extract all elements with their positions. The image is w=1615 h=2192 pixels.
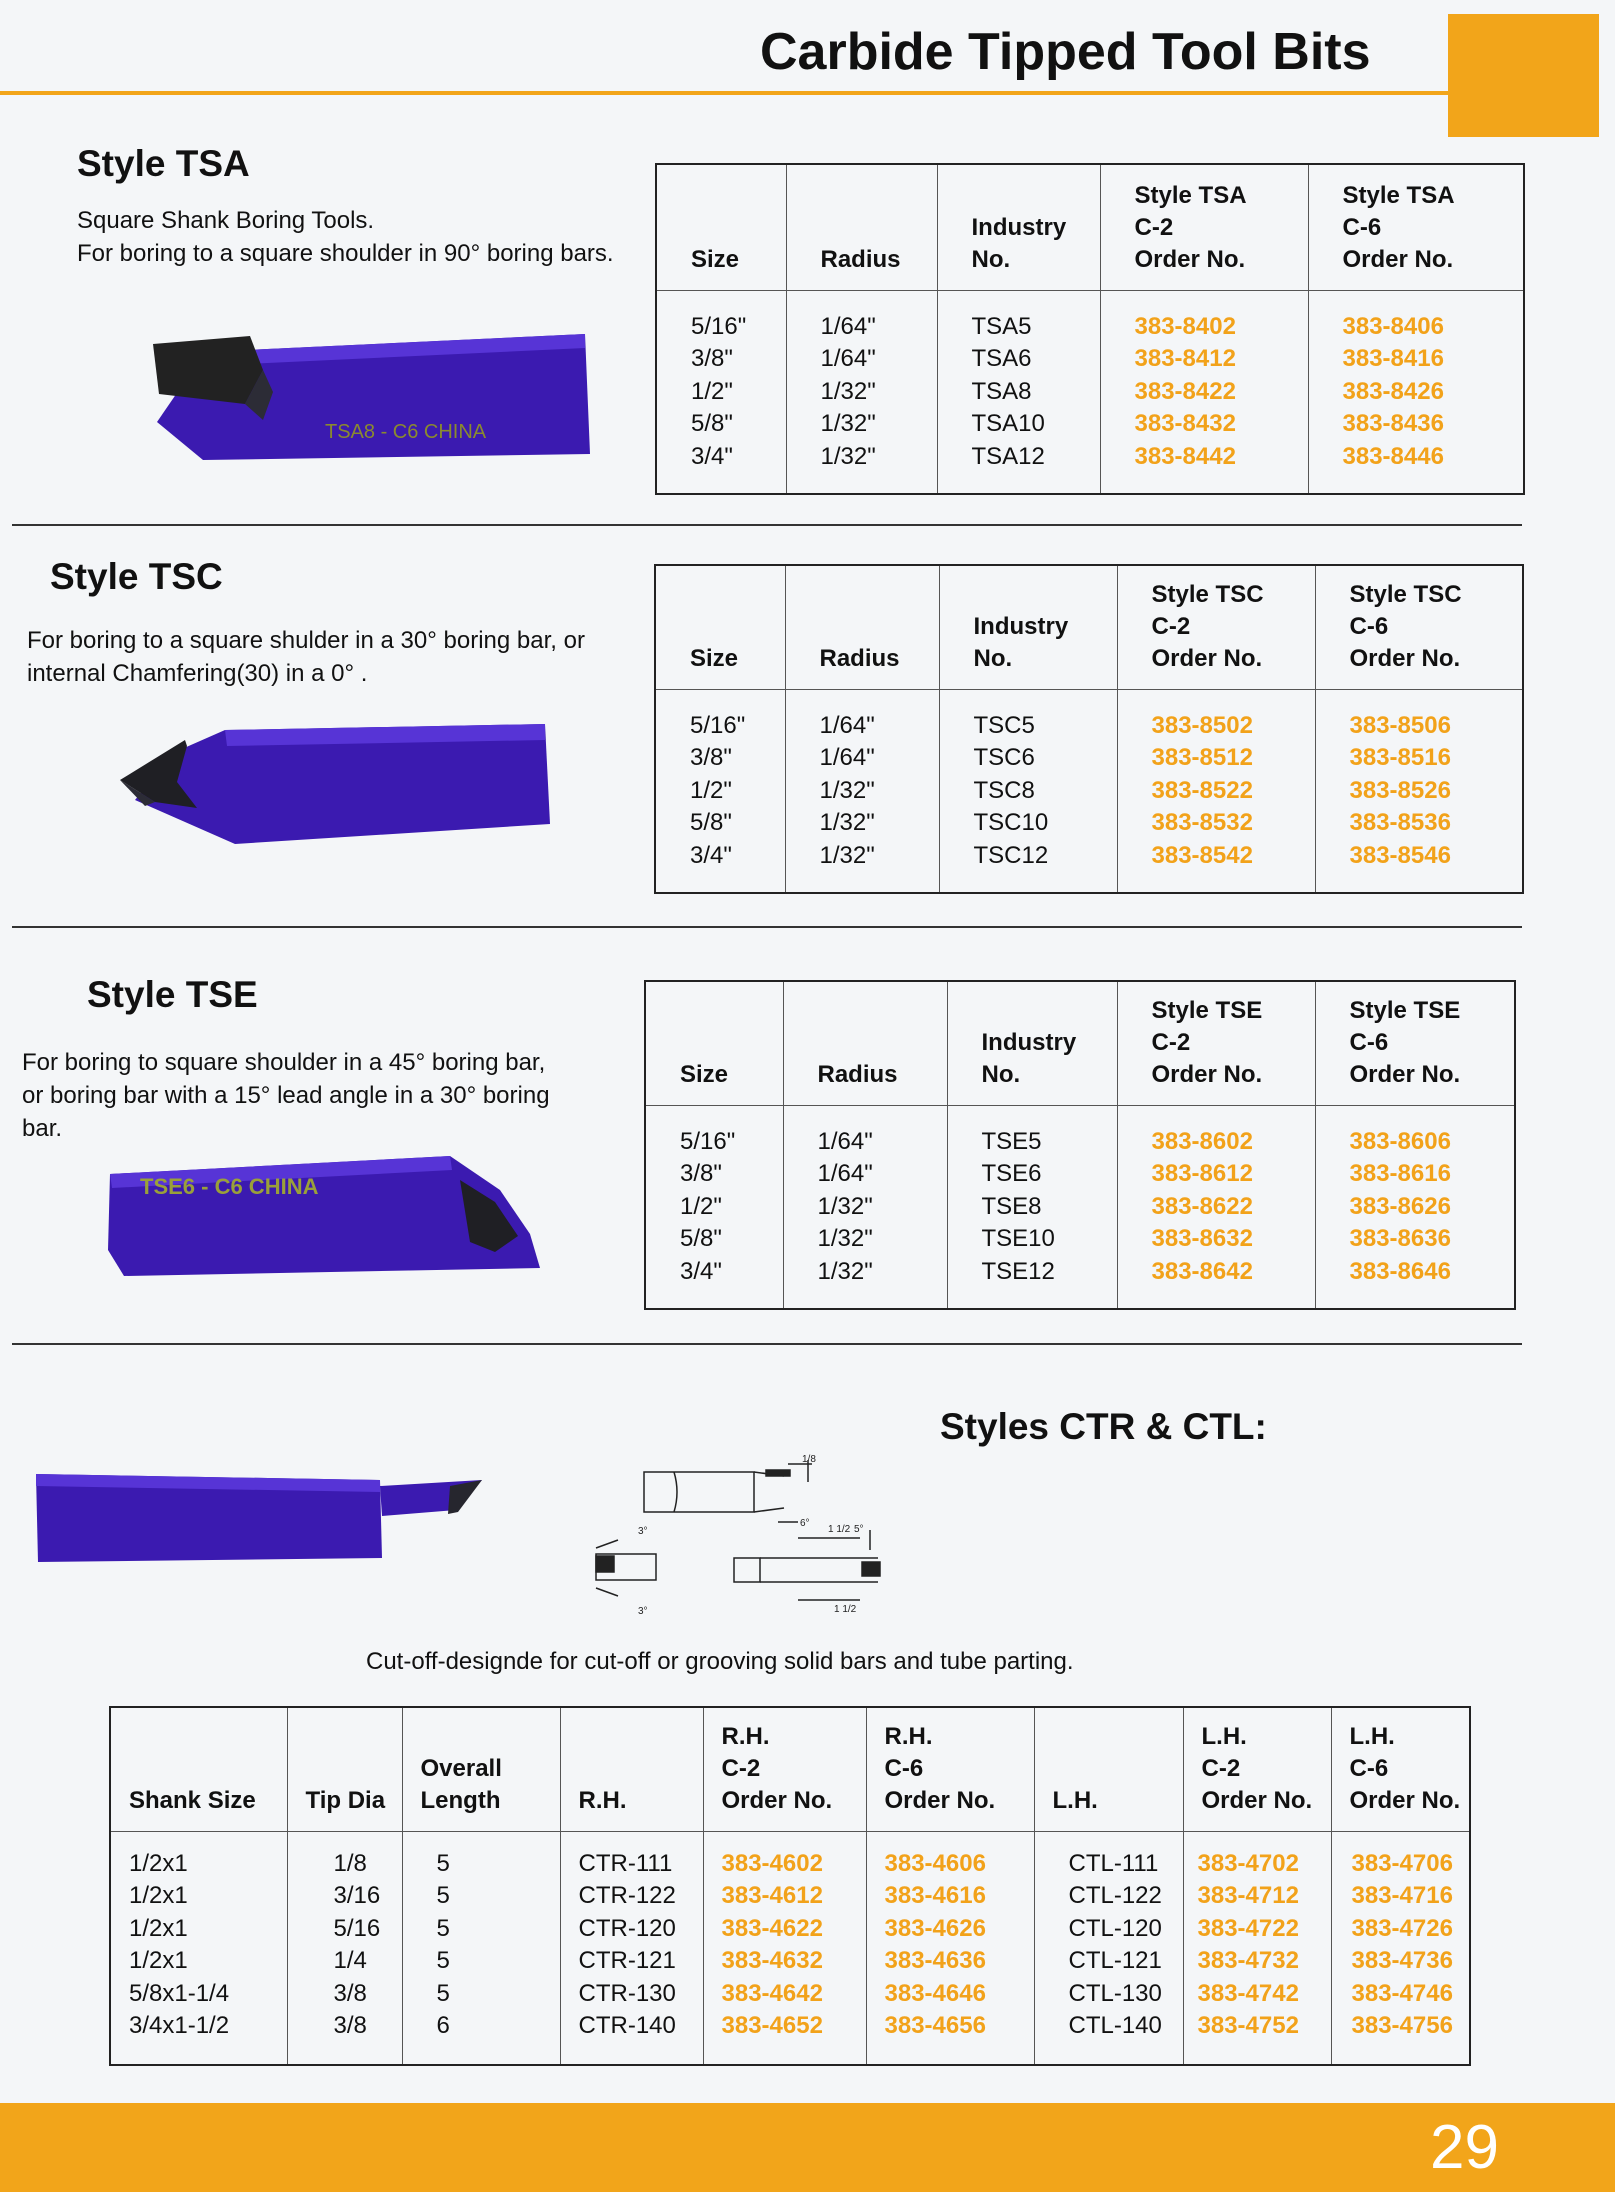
order-number: 383-4602 (721, 1849, 823, 1877)
order-number: 383-8616 (1349, 1160, 1451, 1187)
tsc-tool-image (115, 722, 565, 862)
industry-cell: TSE8 (981, 1192, 1042, 1220)
order-number: 383-8542 (1151, 841, 1253, 869)
order-number: 383-8442 (1134, 442, 1236, 470)
ctr-header-rh-c2: R.H. C-2 Order No. (703, 1707, 866, 1831)
order-number: 383-4736 (1351, 1947, 1453, 1974)
tsa-desc-line: Square Shank Boring Tools. (77, 207, 375, 234)
tsc-header-size: Size (655, 565, 785, 689)
size-cell: 5/8" (690, 809, 732, 836)
order-number: 383-4606 (884, 1849, 986, 1877)
tse-desc-line: bar. (22, 1115, 63, 1142)
order-number: 383-8512 (1151, 744, 1253, 771)
order-number: 383-4716 (1351, 1882, 1453, 1909)
tsa-tool-marking: TSA8 - C6 CHINA (325, 421, 487, 443)
order-number: 383-8416 (1342, 345, 1444, 372)
tip-cell: 1/8 (333, 1849, 367, 1877)
industry-cell: TSC6 (973, 744, 1035, 771)
tsc-header-radius: Radius (785, 565, 939, 689)
order-number: 383-8626 (1349, 1192, 1451, 1220)
order-number: 383-4712 (1197, 1882, 1299, 1909)
order-number: 383-8546 (1349, 841, 1451, 869)
tsc-radius-column (785, 689, 939, 893)
order-number: 383-8526 (1349, 776, 1451, 804)
tsa-header-size: Size (656, 164, 786, 290)
order-number: 383-8502 (1151, 711, 1253, 739)
shank-cell: 5/8x1-1/4 (129, 1979, 230, 2007)
industry-cell: TSC12 (973, 841, 1049, 869)
order-number: 383-4756 (1351, 2012, 1453, 2039)
order-number: 383-4622 (721, 1914, 823, 1942)
order-number: 383-4636 (884, 1947, 986, 1974)
tsc-desc-line: internal Chamfering(30) in a 0° . (27, 660, 368, 687)
tse-tool-marking: TSE6 - C6 CHINA (140, 1174, 319, 1199)
order-number: 383-8622 (1151, 1192, 1253, 1220)
order-number: 383-8642 (1151, 1257, 1253, 1285)
size-cell: 3/8" (680, 1160, 722, 1187)
tse-header-radius: Radius (783, 981, 947, 1105)
ctr-tip-column (287, 1831, 402, 2065)
tsc-desc-line: For boring to a square shulder in a 30° boring bar, or (27, 627, 585, 654)
size-cell: 3/4" (680, 1257, 722, 1285)
tsa-header-radius: Radius (786, 164, 937, 290)
tsa-header-industry: Industry No. (937, 164, 1100, 290)
radius-cell: 1/32" (819, 776, 875, 804)
order-number: 383-8406 (1342, 312, 1444, 340)
tse-c6-column (1315, 1105, 1515, 1309)
lh-cell: CTL-120 (1068, 1914, 1162, 1942)
tsc-description (27, 624, 585, 690)
size-cell: 5/8" (680, 1225, 722, 1252)
rh-cell: CTR-130 (578, 1979, 676, 2007)
shank-cell: 3/4x1-1/2 (129, 2012, 230, 2039)
order-number: 383-4656 (884, 2012, 986, 2039)
order-number: 383-4652 (721, 2012, 823, 2039)
ctr-header-lh-c6: L.H. C-6 Order No. (1331, 1707, 1470, 1831)
industry-cell: TSE10 (981, 1225, 1055, 1252)
order-number: 383-8516 (1349, 744, 1451, 771)
ctr-rh-c6-column (866, 1831, 1034, 2065)
tsc-c2-column (1117, 689, 1315, 893)
page-title: Carbide Tipped Tool Bits (760, 23, 1371, 81)
section-divider (12, 524, 1522, 526)
tsc-header-c6: Style TSC C-6 Order No. (1315, 565, 1523, 689)
shank-cell: 1/2x1 (129, 1914, 188, 1942)
tip-cell: 3/8 (333, 2012, 367, 2039)
tsa-tool-image (145, 322, 595, 462)
tse-radius-column (783, 1105, 947, 1309)
lh-cell: CTL-121 (1068, 1947, 1162, 1974)
industry-cell: TSA8 (971, 377, 1032, 405)
radius-cell: 1/32" (819, 841, 875, 869)
size-cell: 5/8" (691, 410, 733, 437)
ctr-lh-c2-column (1183, 1831, 1331, 2065)
ctr-length-column (402, 1831, 560, 2065)
order-number: 383-8606 (1349, 1127, 1451, 1155)
tsa-size-column (656, 290, 786, 494)
ctr-lh-column (1034, 1831, 1183, 2065)
table-row (655, 689, 1523, 893)
ctr-header-rh-c6: R.H. C-6 Order No. (866, 1707, 1034, 1831)
ctr-header-tip: Tip Dia (287, 1707, 402, 1831)
ctr-header-length: Overall Length (402, 1707, 560, 1831)
ctr-tool-image (30, 1462, 490, 1572)
length-cell: 5 (436, 1882, 450, 1909)
rh-cell: CTR-121 (578, 1947, 676, 1974)
cutoff-description: Cut-off-designde for cut-off or grooving solid bars and tube parting. (366, 1648, 1074, 1675)
diagram-label: 5° (854, 1524, 864, 1535)
tip-cell: 1/4 (333, 1947, 367, 1974)
page-number: 29 (1430, 2113, 1499, 2182)
lh-cell: CTL-140 (1068, 2012, 1162, 2039)
order-number: 383-8402 (1134, 312, 1236, 340)
tse-industry-column (947, 1105, 1117, 1309)
table-row (110, 1831, 1470, 2065)
lh-cell: CTL-130 (1068, 1979, 1162, 2007)
size-cell: 1/2" (690, 776, 732, 804)
diagram-label: 3° (638, 1526, 648, 1537)
order-number: 383-8536 (1349, 809, 1451, 836)
order-number: 383-4616 (884, 1882, 986, 1909)
size-cell: 1/2" (691, 377, 733, 405)
rh-cell: CTR-122 (578, 1882, 676, 1909)
shank-cell: 1/2x1 (129, 1947, 188, 1974)
tsc-c6-column (1315, 689, 1523, 893)
order-number: 383-4642 (721, 1979, 823, 2007)
size-cell: 5/16" (680, 1127, 736, 1155)
radius-cell: 1/32" (820, 377, 876, 405)
tse-header-industry: Industry No. (947, 981, 1117, 1105)
diagram-label: 3° (638, 1606, 648, 1617)
tsc-header-c2: Style TSC C-2 Order No. (1117, 565, 1315, 689)
order-number: 383-4612 (721, 1882, 823, 1909)
order-number: 383-8446 (1342, 442, 1444, 470)
size-cell: 5/16" (690, 711, 746, 739)
tse-header-c6: Style TSE C-6 Order No. (1315, 981, 1515, 1105)
diagram-label: 1/8 (802, 1454, 816, 1465)
tse-tool-image (100, 1150, 550, 1290)
radius-cell: 1/64" (820, 345, 876, 372)
tip-cell: 3/8 (333, 1979, 367, 2007)
order-number: 383-4726 (1351, 1914, 1453, 1942)
length-cell: 5 (436, 1914, 450, 1942)
ctr-rh-column (560, 1831, 703, 2065)
order-number: 383-4626 (884, 1914, 986, 1942)
ctr-header-shank: Shank Size (110, 1707, 287, 1831)
industry-cell: TSA10 (971, 410, 1045, 437)
radius-cell: 1/64" (820, 312, 876, 340)
tsa-description (77, 204, 614, 270)
ctr-header-lh: L.H. (1034, 1707, 1183, 1831)
tsc-industry-column (939, 689, 1117, 893)
industry-cell: TSE12 (981, 1257, 1055, 1285)
radius-cell: 1/32" (820, 410, 876, 437)
order-number: 383-4646 (884, 1979, 986, 2007)
order-number: 383-8426 (1342, 377, 1444, 405)
order-number: 383-8436 (1342, 410, 1444, 437)
footer-band (0, 2103, 1615, 2192)
title-accent-block (1448, 14, 1599, 137)
industry-cell: TSA12 (971, 442, 1045, 470)
tsa-c6-column (1308, 290, 1524, 494)
industry-cell: TSA6 (971, 345, 1032, 372)
order-number: 383-4752 (1197, 2012, 1299, 2039)
radius-cell: 1/32" (819, 809, 875, 836)
rh-cell: CTR-120 (578, 1914, 676, 1942)
tsa-radius-column (786, 290, 937, 494)
length-cell: 5 (436, 1947, 450, 1974)
length-cell: 6 (436, 2012, 450, 2039)
tsa-desc-line: For boring to a square shoulder in 90° boring bars. (77, 240, 614, 267)
order-number: 383-8412 (1134, 345, 1236, 372)
ctr-ctl-heading: Styles CTR & CTL: (940, 1406, 1267, 1447)
title-underline (0, 91, 1448, 95)
industry-cell: TSA5 (971, 312, 1032, 340)
radius-cell: 1/64" (819, 744, 875, 771)
tsa-industry-column (937, 290, 1100, 494)
industry-cell: TSE6 (981, 1160, 1042, 1187)
order-number: 383-8612 (1151, 1160, 1253, 1187)
cutoff-dimension-diagram (588, 1450, 918, 1625)
section-divider (12, 1343, 1522, 1345)
tsc-size-column (655, 689, 785, 893)
order-number: 383-8632 (1151, 1225, 1253, 1252)
diagram-label: 1 1/2 (834, 1604, 857, 1615)
ctr-ctl-table (109, 1706, 1471, 2066)
order-number: 383-8506 (1349, 711, 1451, 739)
radius-cell: 1/64" (817, 1127, 873, 1155)
industry-cell: TSC10 (973, 809, 1049, 836)
order-number: 383-4732 (1197, 1947, 1299, 1974)
tsc-heading: Style TSC (50, 556, 223, 597)
diagram-label: 6° (800, 1518, 810, 1529)
tsa-table (655, 163, 1525, 495)
shank-cell: 1/2x1 (129, 1849, 188, 1877)
industry-cell: TSC5 (973, 711, 1035, 739)
size-cell: 5/16" (691, 312, 747, 340)
tsa-header-c2: Style TSA C-2 Order No. (1100, 164, 1308, 290)
tse-c2-column (1117, 1105, 1315, 1309)
order-number: 383-4742 (1197, 1979, 1299, 2007)
order-number: 383-8422 (1134, 377, 1236, 405)
lh-cell: CTL-122 (1068, 1882, 1162, 1909)
order-number: 383-4702 (1197, 1849, 1299, 1877)
table-row (645, 1105, 1515, 1309)
order-number: 383-4746 (1351, 1979, 1453, 2007)
ctr-header-lh-c2: L.H. C-2 Order No. (1183, 1707, 1331, 1831)
tse-desc-line: or boring bar with a 15° lead angle in a 30° boring (22, 1082, 550, 1109)
size-cell: 3/4" (691, 442, 733, 470)
tsc-table (654, 564, 1524, 894)
rh-cell: CTR-140 (578, 2012, 676, 2039)
tse-description (22, 1046, 550, 1145)
tse-desc-line: For boring to square shoulder in a 45° boring bar, (22, 1049, 546, 1076)
radius-cell: 1/32" (817, 1257, 873, 1285)
ctr-lh-c6-column (1331, 1831, 1470, 2065)
radius-cell: 1/32" (817, 1192, 873, 1220)
lh-cell: CTL-111 (1068, 1849, 1159, 1877)
tse-table (644, 980, 1516, 1310)
shank-cell: 1/2x1 (129, 1882, 188, 1909)
rh-cell: CTR-111 (578, 1849, 673, 1877)
order-number: 383-8532 (1151, 809, 1253, 836)
ctr-shank-column (110, 1831, 287, 2065)
order-number: 383-4722 (1197, 1914, 1299, 1942)
ctr-header-rh: R.H. (560, 1707, 703, 1831)
tse-header-c2: Style TSE C-2 Order No. (1117, 981, 1315, 1105)
radius-cell: 1/32" (820, 442, 876, 470)
order-number: 383-4632 (721, 1947, 823, 1974)
radius-cell: 1/64" (819, 711, 875, 739)
order-number: 383-4706 (1351, 1849, 1453, 1877)
length-cell: 5 (436, 1979, 450, 2007)
tsa-header-c6: Style TSA C-6 Order No. (1308, 164, 1524, 290)
order-number: 383-8602 (1151, 1127, 1253, 1155)
tsc-header-industry: Industry No. (939, 565, 1117, 689)
diagram-label: 1 1/2 (828, 1524, 851, 1535)
size-cell: 3/4" (690, 841, 732, 869)
size-cell: 1/2" (680, 1192, 722, 1220)
section-divider (12, 926, 1522, 928)
tip-cell: 5/16 (333, 1914, 381, 1942)
tse-size-column (645, 1105, 783, 1309)
radius-cell: 1/64" (817, 1160, 873, 1187)
order-number: 383-8522 (1151, 776, 1253, 804)
radius-cell: 1/32" (817, 1225, 873, 1252)
tsa-heading: Style TSA (77, 143, 250, 184)
industry-cell: TSC8 (973, 776, 1035, 804)
order-number: 383-8432 (1134, 410, 1236, 437)
size-cell: 3/8" (690, 744, 732, 771)
table-row (656, 290, 1524, 494)
length-cell: 5 (436, 1849, 450, 1877)
tse-header-size: Size (645, 981, 783, 1105)
tsa-c2-column (1100, 290, 1308, 494)
size-cell: 3/8" (691, 345, 733, 372)
order-number: 383-8636 (1349, 1225, 1451, 1252)
tse-heading: Style TSE (87, 974, 258, 1015)
order-number: 383-8646 (1349, 1257, 1451, 1285)
industry-cell: TSE5 (981, 1127, 1042, 1155)
tip-cell: 3/16 (333, 1882, 381, 1909)
ctr-rh-c2-column (703, 1831, 866, 2065)
